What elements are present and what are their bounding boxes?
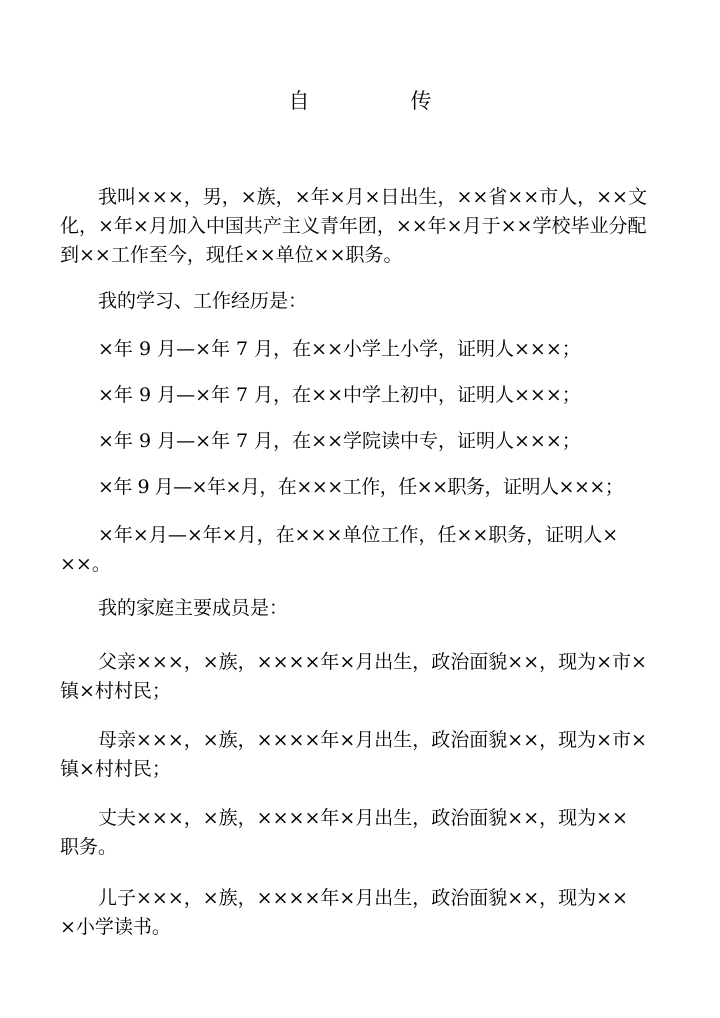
family-member-husband: 丈夫×××，×族，××××年×月出生，政治面貌××，现为××职务。 [60,807,628,858]
family-member-son: 儿子×××，×族，××××年×月出生，政治面貌××，现为×××小学读书。 [60,887,628,938]
history-item-work-1: ×年 9 月—×年×月，在×××工作，任××职务，证明人×××； [98,476,624,498]
family-member-mother: 母亲×××，×族，××××年×月出生，政治面貌××，现为×市×镇×村村民； [60,729,647,780]
history-item-primary-school: ×年 9 月—×年 7 月，在××小学上小学，证明人×××； [98,338,581,360]
family-member-father: 父亲×××，×族，××××年×月出生，政治面貌××，现为×市×镇×村村民； [60,651,647,702]
history-item-college: ×年 9 月—×年 7 月，在××学院读中专，证明人×××； [98,430,581,452]
history-item-work-2: ×年×月—×年×月，在×××单位工作，任××职务，证明人×××。 [60,524,619,575]
study-work-heading: 我的学习、工作经历是： [98,290,308,312]
family-heading: 我的家庭主要成员是： [98,597,289,619]
page-title: 自 传 [288,89,472,113]
intro-paragraph: 我叫×××，男，×族，×年×月×日出生，××省××市人，××文化，×年×月加入中国共产主义青年团，××年×月于××学校毕业分配到××工作至今，现任××单位××职务。 [60,186,647,266]
history-item-middle-school: ×年 9 月—×年 7 月，在××中学上初中，证明人×××； [98,384,581,406]
